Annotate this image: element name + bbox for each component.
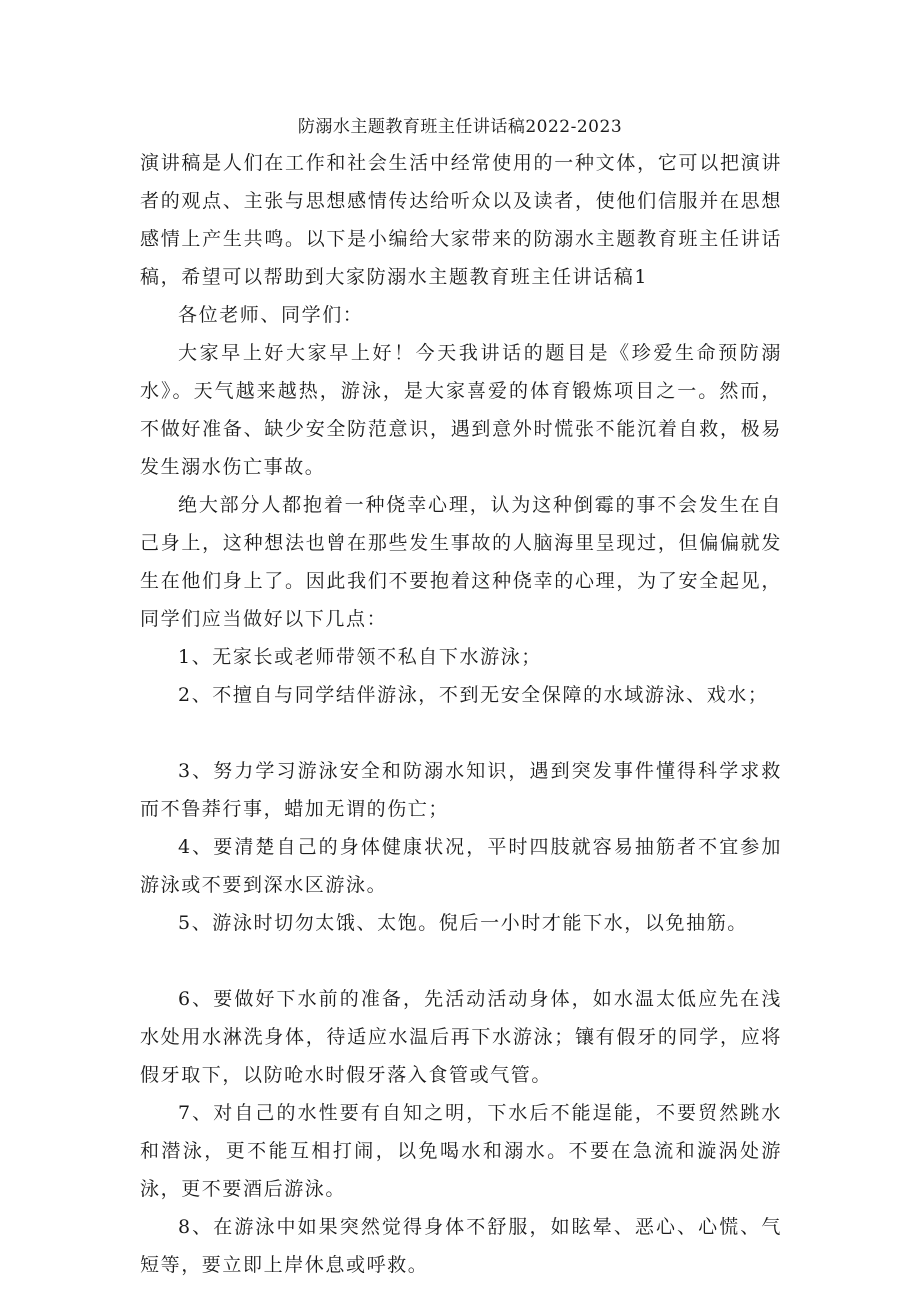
document-title: 防溺水主题教育班主任讲话稿2022-2023 (297, 117, 623, 137)
list-item-7: 7、对自己的水性要有自知之明，下水后不能逞能，不要贸然跳水和潜泳，更不能互相打闹，以免喝水和溺水。不要在急流和漩涡处游泳，更不要酒后游泳。 (140, 1102, 782, 1200)
list-item-2: 2、不擅自与同学结伴游泳，不到无安全保障的水域游泳、戏水； (178, 684, 769, 706)
list-item-1: 1、无家长或老师带领不私自下水游泳； (178, 646, 542, 668)
greeting-paragraph: 各位老师、同学们： (178, 304, 364, 326)
list-item-3: 3、努力学习游泳安全和防溺水知识，遇到突发事件懂得科学求救而不鲁莽行事，蜡加无谓的伤亡； (140, 760, 782, 820)
document-body (140, 144, 782, 1284)
list-item-6: 6、要做好下水前的准备，先活动活动身体，如水温太低应先在浅水处用水淋洗身体，待适应水温后再下水游泳；镶有假牙的同学，应将假牙取下，以防呛水时假牙落入食管或气管。 (140, 988, 782, 1086)
paragraph-gap (140, 942, 782, 980)
list-item-8: 8、在游泳中如果突然觉得身体不舒服，如眩晕、恶心、心慌、气短等，要立即上岸休息或呼救。 (140, 1216, 782, 1276)
paragraph-gap (140, 714, 782, 752)
opening-paragraph: 大家早上好大家早上好！今天我讲话的题目是《珍爱生命预防溺水》。天气越来越热，游泳，是大家喜爱的体育锻炼项目之一。然而，不做好准备、缺少安全防范意识，遇到意外时慌张不能沉着自救，极易发生溺水伤亡事故。 (140, 342, 782, 478)
luck-mindset-paragraph: 绝大部分人都抱着一种侥幸心理，认为这种倒霉的事不会发生在自己身上，这种想法也曾在那些发生事故的人脑海里呈现过，但偏偏就发生在他们身上了。因此我们不要抱着这种侥幸的心理，为了安全起见，同学们应当做好以下几点： (140, 494, 782, 630)
list-item-5: 5、游泳时切勿太饿、太饱。倪后一小时才能下水，以免抽筋。 (178, 912, 748, 934)
list-item-4: 4、要清楚自己的身体健康状况，平时四肢就容易抽筋者不宜参加游泳或不要到深水区游泳。 (140, 836, 782, 896)
intro-paragraph: 演讲稿是人们在工作和社会生活中经常使用的一种文体，它可以把演讲者的观点、主张与思想感情传达给听众以及读者，使他们信服并在思想感情上产生共鸣。以下是小编给大家带来的防溺水主题教育班主任讲话稿，希望可以帮助到大家防溺水主题教育班主任讲话稿1 (140, 152, 782, 288)
